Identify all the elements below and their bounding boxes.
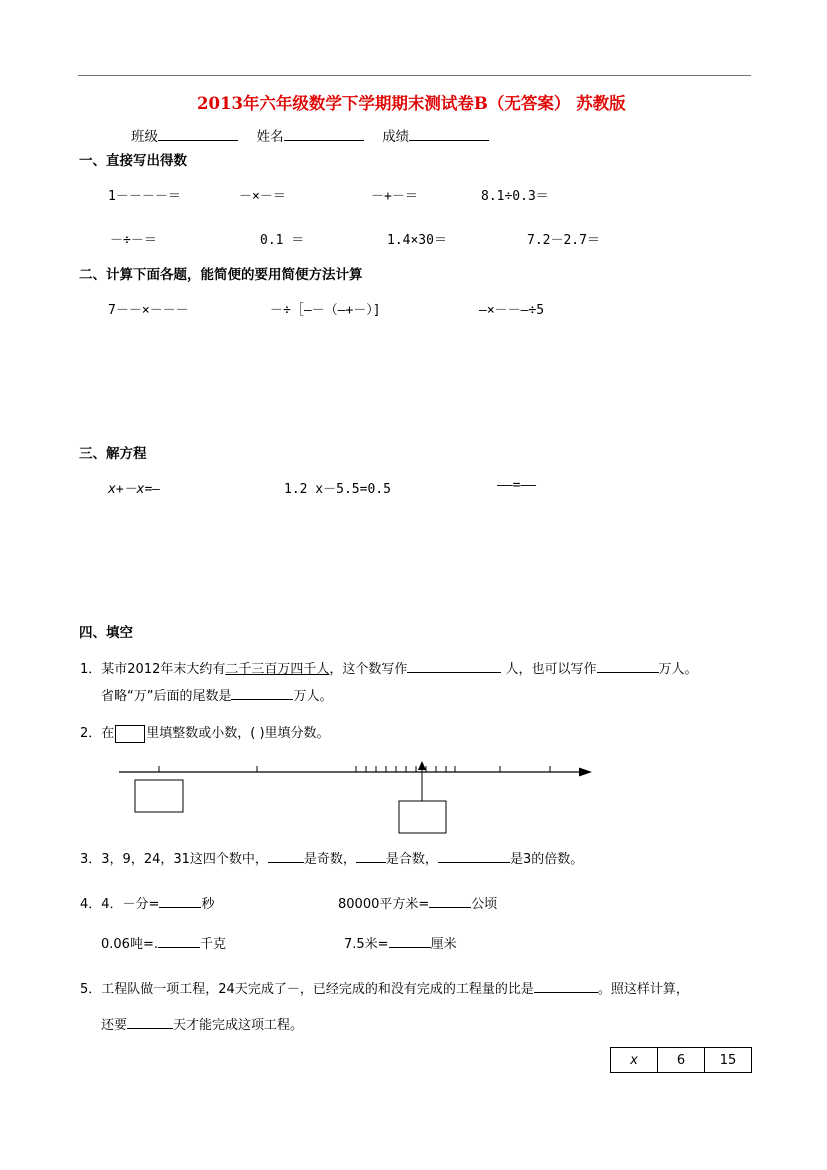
q1-line1: 1．某市2012年末大约有二千三百万四千人，这个数写作 人，也可以写作 万人。 [80,658,698,677]
name-field[interactable] [284,127,364,141]
number-line-ticks [159,766,550,772]
s3-item-1: x+－x=— [108,482,161,497]
header-fields [131,125,489,145]
top-rule [78,75,751,76]
q4-d: 7.5米= 厘米 [344,933,457,952]
s1-item-1: 1－－－－＝ [108,189,181,204]
score-field[interactable] [409,127,489,141]
pointer-arrow-head [418,761,426,770]
section4-heading: 四、填空 [79,625,133,641]
q2-line: 2．在 里填整数或小数，( )里填分数。 [80,726,330,741]
q4-a: 4．4．－分= 秒 [80,893,214,912]
score-label: 成绩 [382,129,410,145]
q4-c: 0.06吨=. 千克 [101,933,226,952]
q4-blank-a[interactable] [159,894,201,908]
table-cell: 6 [658,1048,705,1073]
number-line [0,760,827,835]
q5-blank-1[interactable] [534,979,598,993]
name-label: 姓名 [256,129,284,145]
q2-inline-box [115,725,145,743]
s2-item-2: －÷［—－（—+－）] [270,303,381,318]
s1-item-8: 7.2－2.7＝ [527,233,600,248]
q3-blank-1[interactable] [268,849,304,863]
q4-b: 80000平方米= 公顷 [338,893,497,912]
q5-blank-2[interactable] [127,1015,173,1029]
s1-item-5: －÷－＝ [110,233,157,248]
class-field[interactable] [158,127,238,141]
table-row [611,1048,752,1073]
s1-item-2: －×－＝ [239,189,286,204]
q5-line2: 还要 天才能完成这项工程。 [101,1014,303,1033]
table-cell-x: x [611,1048,658,1073]
s1-item-4: 8.1÷0.3＝ [481,189,549,204]
q4-blank-d[interactable] [389,934,431,948]
s2-item-3: —×－－—÷5 [479,303,545,318]
q4-blank-b[interactable] [429,894,471,908]
answer-box-right [399,801,446,833]
q1-blank-3[interactable] [231,686,293,700]
s1-item-6: 0.1 ＝ [260,233,305,248]
number-line-arrow [579,768,592,777]
value-table [610,1047,752,1073]
answer-box-left [135,780,183,812]
section3-heading: 三、解方程 [79,446,147,462]
q3-blank-3[interactable] [438,849,510,863]
class-label: 班级 [131,129,158,145]
s1-item-3: －+－＝ [371,189,418,204]
q4-blank-c[interactable] [158,934,200,948]
s3-item-3: ——=—— [497,478,537,493]
q1-line2: 省略“万”后面的尾数是 万人。 [101,685,333,704]
page-title: 2013年六年级数学下学期期末测试卷B（无答案） 苏教版 [197,94,626,113]
s3-item-2: 1.2 x－5.5=0.5 [284,482,391,497]
q1-blank-1[interactable] [407,659,501,673]
section1-heading: 一、直接写出得数 [79,153,187,169]
q5-line1: 5．工程队做一项工程，24天完成了－，已经完成的和没有完成的工程量的比是 。照这样计算， [80,978,689,997]
s1-item-7: 1.4×30＝ [387,233,447,248]
s2-item-1: 7－－×－－－ [108,303,189,318]
q3-blank-2[interactable] [356,849,386,863]
q1-blank-2[interactable] [597,659,659,673]
table-cell: 15 [705,1048,752,1073]
q3-line: 3．3，9，24，31这四个数中， 是奇数， 是合数， 是3的倍数。 [80,848,583,867]
q1-underlined: 二千三百万四千人 [225,662,330,677]
section2-heading: 二、计算下面各题，能简便的要用简便方法计算 [79,267,363,283]
